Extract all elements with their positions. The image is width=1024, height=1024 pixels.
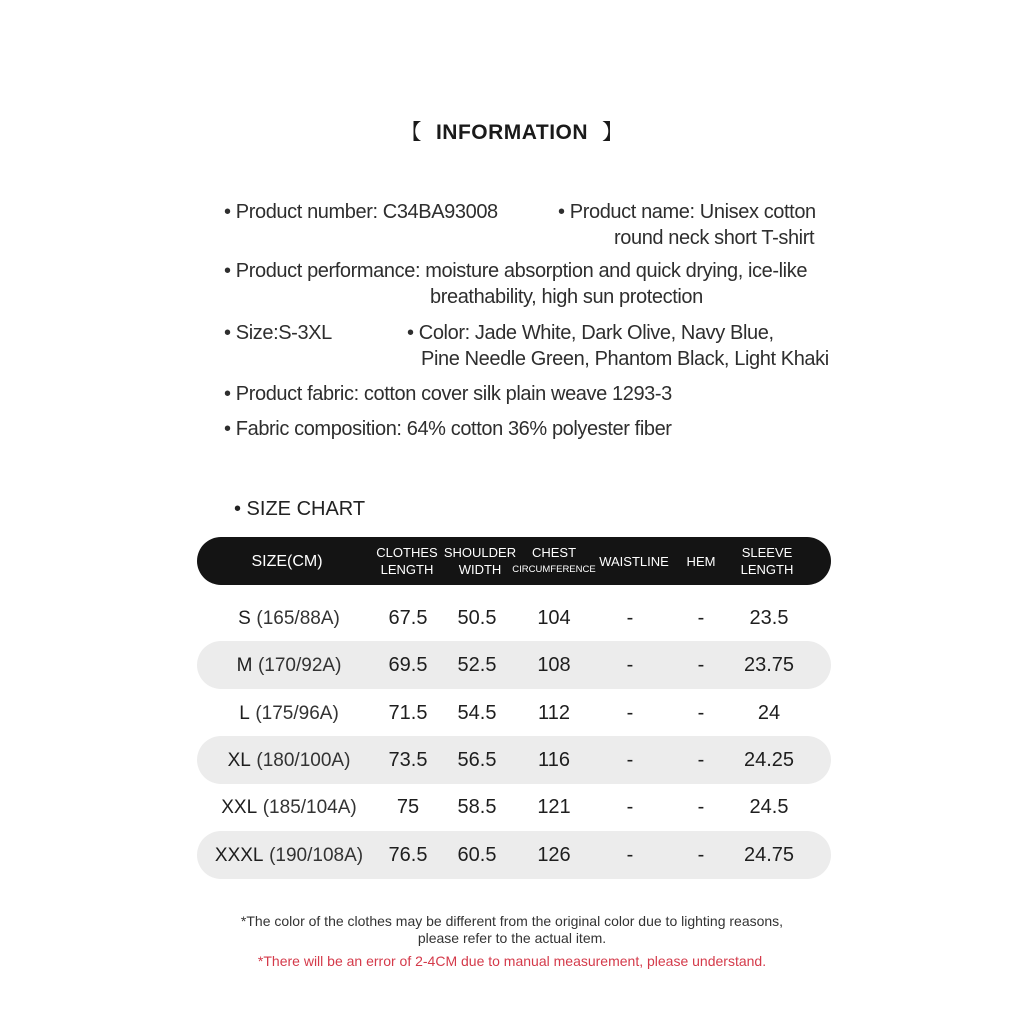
cell-length: 67.5 xyxy=(388,607,428,629)
header-line2: LENGTH xyxy=(380,562,434,577)
size-spec: (165/88A) xyxy=(256,608,340,629)
cell-size xyxy=(215,831,363,879)
cell-hem: - xyxy=(697,796,705,818)
left-bracket: 【 xyxy=(400,121,422,144)
cell-chest: 126 xyxy=(537,844,571,866)
cell-size xyxy=(239,689,339,737)
cell-length: 76.5 xyxy=(388,844,428,866)
color-text-1: Color: Jade White, Dark Olive, Navy Blue, xyxy=(418,322,774,344)
cell-shoulder: 56.5 xyxy=(457,749,497,771)
cell-sleeve: 24.25 xyxy=(743,749,795,771)
table-row xyxy=(197,641,831,689)
size-spec: (175/96A) xyxy=(255,703,339,724)
title-text: INFORMATION xyxy=(435,121,589,144)
info-color xyxy=(407,320,774,346)
cell-waist: - xyxy=(626,654,634,676)
cell-sleeve: 24 xyxy=(757,702,781,724)
size-code: S xyxy=(238,608,251,629)
color-text-2: Pine Needle Green, Phantom Black, Light Khaki xyxy=(421,348,829,370)
info-product-number xyxy=(224,199,498,225)
cell-hem: - xyxy=(697,607,705,629)
cell-sleeve: 23.5 xyxy=(749,607,789,629)
bullet-icon: • xyxy=(224,418,231,440)
cell-shoulder: 60.5 xyxy=(457,844,497,866)
bullet-icon: • xyxy=(224,383,231,405)
cell-chest: 104 xyxy=(537,607,571,629)
header-line1: CLOTHES xyxy=(376,545,438,560)
bullet-icon: • xyxy=(558,201,565,223)
cell-waist: - xyxy=(626,749,634,771)
cell-length: 69.5 xyxy=(388,654,428,676)
bullet-icon: • xyxy=(224,201,231,223)
cell-hem: - xyxy=(697,844,705,866)
info-product-name xyxy=(558,199,816,225)
size-code: XXXL xyxy=(214,845,264,866)
size-spec: (190/108A) xyxy=(269,845,364,866)
header-line2: CIRCUMFERENCE xyxy=(512,564,596,575)
header-size-label: SIZE(CM) xyxy=(251,552,323,570)
size-code: M xyxy=(236,655,253,676)
info-size xyxy=(224,320,332,346)
header-sleeve-length xyxy=(741,537,794,585)
right-bracket: 】 xyxy=(602,121,624,144)
cell-length: 75 xyxy=(396,796,420,818)
header-line2: WIDTH xyxy=(458,562,502,577)
cell-chest: 116 xyxy=(538,749,570,771)
size-text: Size:S-3XL xyxy=(235,322,332,344)
table-header xyxy=(197,537,831,585)
info-performance xyxy=(224,258,807,284)
cell-size xyxy=(237,641,342,689)
page-title xyxy=(0,116,1024,146)
header-hem xyxy=(687,537,716,585)
composition-text: Fabric composition: 64% cotton 36% polyester fiber xyxy=(235,418,672,440)
cell-shoulder: 54.5 xyxy=(457,702,497,724)
header-size xyxy=(251,537,322,585)
note-color-disclaimer: *The color of the clothes may be different from the original color due to lighting reasons, xyxy=(240,913,784,929)
cell-size xyxy=(221,783,357,831)
table-row xyxy=(197,736,831,784)
size-code: XL xyxy=(227,750,251,771)
cell-waist: - xyxy=(626,702,634,724)
cell-waist: - xyxy=(626,796,634,818)
performance-text-2: breathability, high sun protection xyxy=(430,286,703,308)
cell-hem: - xyxy=(697,749,705,771)
header-shoulder-width xyxy=(444,537,516,585)
size-code: L xyxy=(239,703,250,724)
product-name-text-2: round neck short T-shirt xyxy=(614,227,815,249)
cell-waist: - xyxy=(626,844,634,866)
cell-sleeve: 23.75 xyxy=(743,654,795,676)
fabric-text: Product fabric: cotton cover silk plain weave 1293-3 xyxy=(235,383,672,405)
header-line1: WAISTLINE xyxy=(599,553,669,569)
note-measurement-error: *There will be an error of 2-4CM due to manual measurement, please understand. xyxy=(257,953,767,969)
size-spec: (180/100A) xyxy=(256,750,351,771)
cell-shoulder: 58.5 xyxy=(457,796,497,818)
cell-waist: - xyxy=(626,607,634,629)
size-chart-label: • SIZE CHART xyxy=(234,498,366,520)
header-line1: SLEEVE xyxy=(741,545,793,560)
header-line1: HEM xyxy=(686,553,716,569)
size-spec: (170/92A) xyxy=(257,655,342,676)
size-spec: (185/104A) xyxy=(262,797,357,818)
cell-sleeve: 24.5 xyxy=(749,796,789,818)
cell-sleeve: 24.75 xyxy=(743,844,795,866)
cell-shoulder: 50.5 xyxy=(457,607,497,629)
bullet-icon: • xyxy=(224,260,231,282)
cell-chest: 112 xyxy=(538,702,570,724)
table-row xyxy=(197,594,831,642)
cell-size xyxy=(228,736,351,784)
cell-shoulder: 52.5 xyxy=(457,654,497,676)
bullet-icon: • xyxy=(407,322,414,344)
header-chest xyxy=(512,537,595,585)
cell-chest: 121 xyxy=(537,796,571,818)
performance-text-1: Product performance: moisture absorption and quick drying, ice-like xyxy=(235,260,808,282)
info-composition xyxy=(224,416,672,442)
cell-length: 73.5 xyxy=(388,749,428,771)
cell-hem: - xyxy=(697,654,705,676)
cell-hem: - xyxy=(697,702,705,724)
bullet-icon: • xyxy=(224,322,231,344)
header-line2: LENGTH xyxy=(740,562,794,577)
table-row xyxy=(197,783,831,831)
cell-size xyxy=(238,594,340,642)
header-waistline xyxy=(599,537,669,585)
header-clothes-length xyxy=(376,537,437,585)
info-fabric xyxy=(224,381,672,407)
product-number-text: Product number: C34BA93008 xyxy=(235,201,498,223)
header-line1: SHOULDER xyxy=(443,545,517,560)
table-row xyxy=(197,831,831,879)
cell-length: 71.5 xyxy=(388,702,428,724)
size-code: XXL xyxy=(221,797,258,818)
product-name-text-1: Product name: Unisex cotton xyxy=(569,201,816,223)
header-line1: CHEST xyxy=(531,545,577,560)
table-row xyxy=(197,689,831,737)
note-refer-actual: please refer to the actual item. xyxy=(417,930,607,946)
cell-chest: 108 xyxy=(537,654,571,676)
